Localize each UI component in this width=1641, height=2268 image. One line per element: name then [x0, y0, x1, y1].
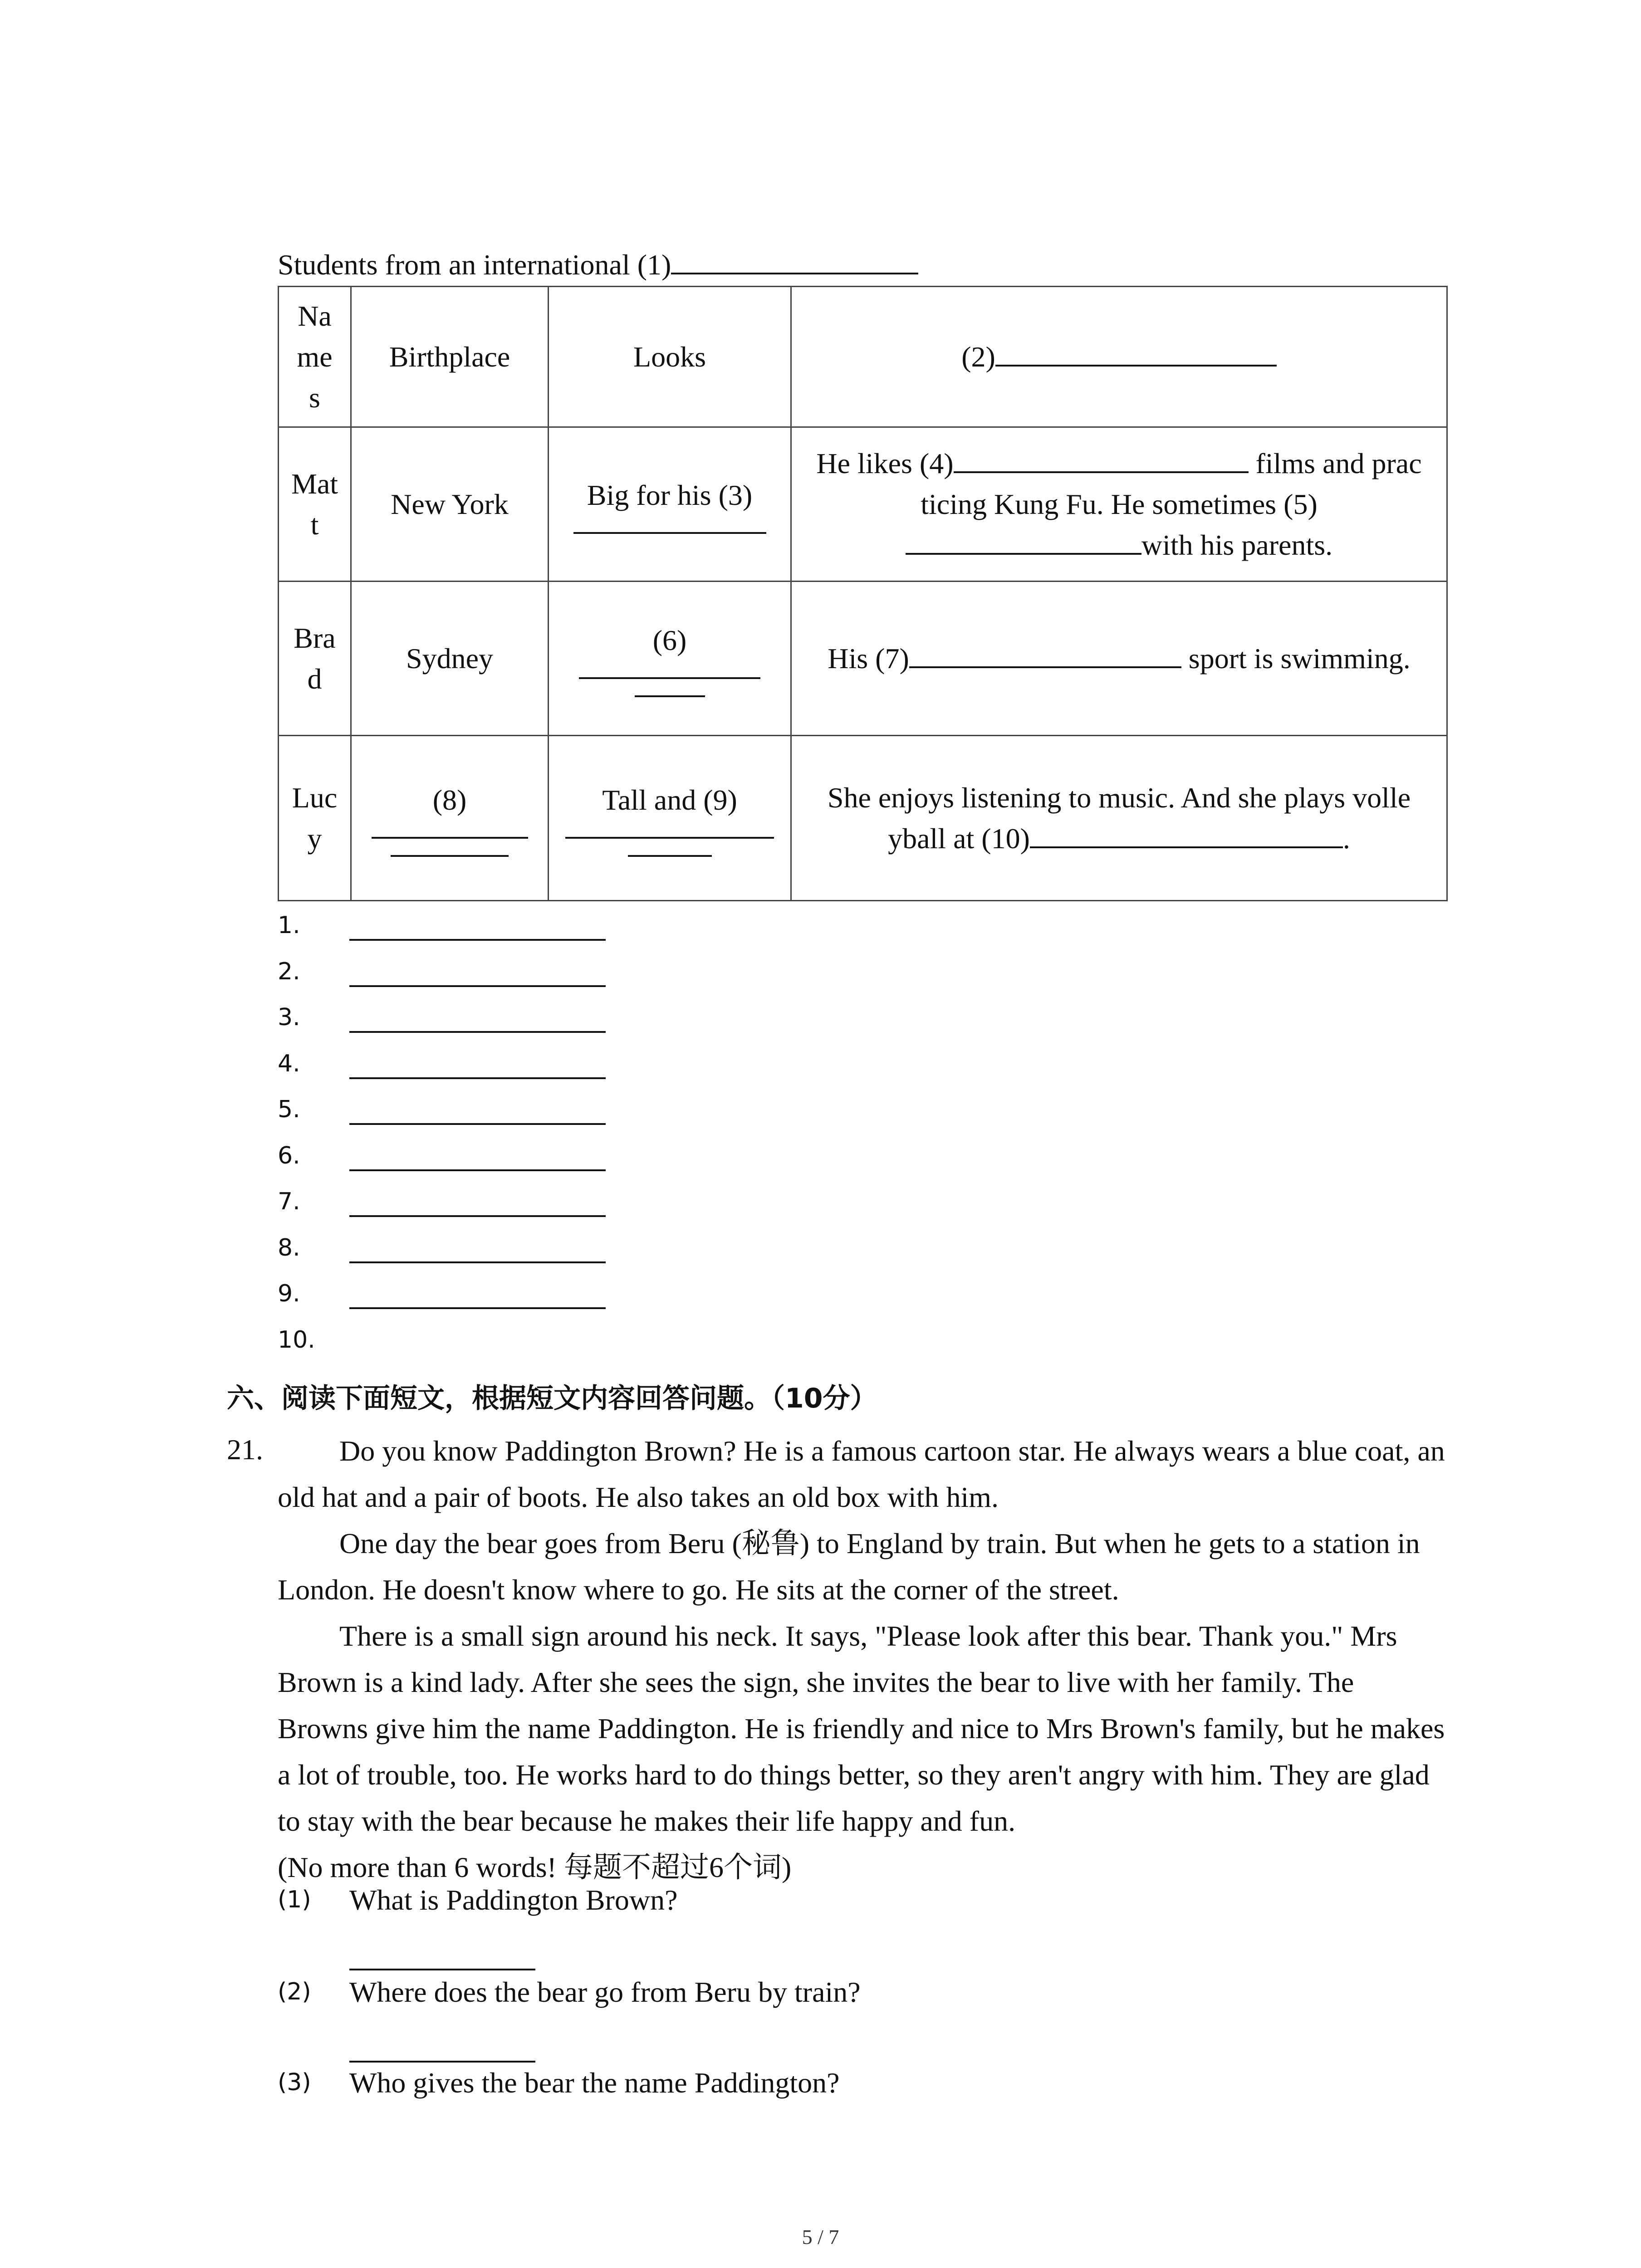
- cell-birthplace: Sydney: [351, 582, 549, 736]
- blank-line[interactable]: [635, 691, 705, 697]
- answer-blank[interactable]: [349, 1123, 606, 1125]
- worksheet-page: Students from an international (1) Na me s Birthplace Looks (2) Mat t New York Big for his (3) He likes (4) films and prac ticing Kung Fu. He sometimes (5) with his parents. Bra d Sydney (6) His (7) sport is swimming. Luc y (8) Tall and (9) She enjoys listening to music. And she plays volle yball at (10) . 1. 2. 3. 4. 5. 6. 7. 8. 9. 10. 六、阅读下面短文，根据短文内容回答问题。（10分） 21. Do you know Paddington Brown? He is a famous cartoon star. He always wears a blue coat, an old hat and a pair of boots. He also takes an old box with him. One day the bear goes from Beru (秘鲁) to England by train. But when he gets to a station in London. He doesn't know where to go. He sits at the corner of the street. There is a small sign around his neck. It says, "Please look after this bear. Thank you." Mrs Brown is a kind lady. After she sees the sign, she invites the bear to live with her family. The Browns give him the name Paddington. He is friendly and nice to Mrs Brown's family, but he makes a lot of trouble, too. He works hard to do things better, so they aren't angry with him. They are glad to stay with the bear because he makes their life happy and fun. (No more than 6 words! 每题不超过6个词) (1) What is Paddington Brown? (2) Where does the bear go from Beru by train? (3) Who gives the bear the name Paddington? 5 / 7: [0, 0, 1641, 2268]
- cell-name: Luc y: [279, 736, 351, 901]
- page-number: 5 / 7: [802, 2225, 839, 2248]
- cell-looks: (6): [549, 582, 791, 736]
- blank-line[interactable]: [565, 832, 774, 839]
- cell-hobby: He likes (4) films and prac ticing Kung Fu. He sometimes (5) with his parents.: [791, 427, 1447, 582]
- answer-blank[interactable]: [349, 1969, 535, 1970]
- blank-line[interactable]: [628, 850, 712, 857]
- answer-blank[interactable]: [349, 1215, 606, 1217]
- section-title: 六、阅读下面短文，根据短文内容回答问题。（10分）: [227, 1383, 877, 1414]
- cell-looks: Big for his (3): [549, 427, 791, 582]
- table-row-lucy: [279, 736, 1447, 901]
- table-row-brad: [279, 582, 1447, 736]
- blank-line[interactable]: [573, 528, 766, 534]
- passage-paragraph: There is a small sign around his neck. It says, "Please look after this bear. Thank you." Mrs Brown is a kind lady. After she sees the sign, she invites the bear to live with her family. The Browns give him the name Paddington. He is friendly and nice to Mrs Brown's family, but he makes a lot of trouble, too. He works hard to do things better, so they aren't angry with him. They are glad to stay with the bear because he makes their life happy and fun.: [278, 1620, 1445, 1837]
- blank-line[interactable]: [954, 443, 1249, 473]
- passage-paragraph: One day the bear goes from Beru (秘鲁) to England by train. But when he gets to a station in London. He doesn't know where to go. He sits at the corner of the street.: [278, 1527, 1420, 1606]
- word-limit-note: (No more than 6 words! 每题不超过6个词): [278, 1851, 792, 1883]
- cell-hobby: She enjoys listening to music. And she plays volle yball at (10) .: [791, 736, 1447, 901]
- answer-blank[interactable]: [349, 985, 606, 987]
- answer-blank[interactable]: [349, 1077, 606, 1079]
- reading-passage: [278, 1428, 1448, 1891]
- cell-birthplace: (8): [351, 736, 549, 901]
- question-number: 21.: [227, 1433, 263, 1466]
- passage-paragraph: Do you know Paddington Brown? He is a famous cartoon star. He always wears a blue coat, an old hat and a pair of boots. He also takes an old box with him.: [278, 1435, 1445, 1513]
- blank-line[interactable]: [579, 673, 760, 679]
- cell-name: Mat t: [279, 427, 351, 582]
- header-names: Na me s: [279, 287, 351, 427]
- cell-birthplace: New York: [351, 427, 549, 582]
- table-row-matt: [279, 427, 1447, 582]
- blank-line[interactable]: [671, 243, 918, 274]
- blank-line[interactable]: [372, 832, 528, 839]
- cell-looks: Tall and (9): [549, 736, 791, 901]
- blank-line[interactable]: [1030, 818, 1343, 848]
- answer-blank[interactable]: [349, 939, 606, 941]
- table-header-row: [279, 287, 1447, 427]
- answer-blank[interactable]: [349, 1307, 606, 1309]
- blank-line[interactable]: [909, 638, 1181, 668]
- student-info-table: [278, 286, 1448, 901]
- cell-name: Bra d: [279, 582, 351, 736]
- blank-line[interactable]: [391, 850, 509, 857]
- blank-line[interactable]: [906, 525, 1141, 555]
- header-col4: (2): [791, 287, 1447, 427]
- cell-hobby: His (7) sport is swimming.: [791, 582, 1447, 736]
- blank-line[interactable]: [995, 337, 1277, 367]
- answer-blank[interactable]: [349, 1169, 606, 1171]
- table-caption: Students from an international (1): [278, 243, 918, 287]
- answer-blank[interactable]: [349, 1031, 606, 1033]
- header-birthplace: Birthplace: [351, 287, 549, 427]
- answer-blank[interactable]: [349, 1261, 606, 1263]
- answer-blank[interactable]: [349, 2061, 535, 2063]
- header-looks: Looks: [549, 287, 791, 427]
